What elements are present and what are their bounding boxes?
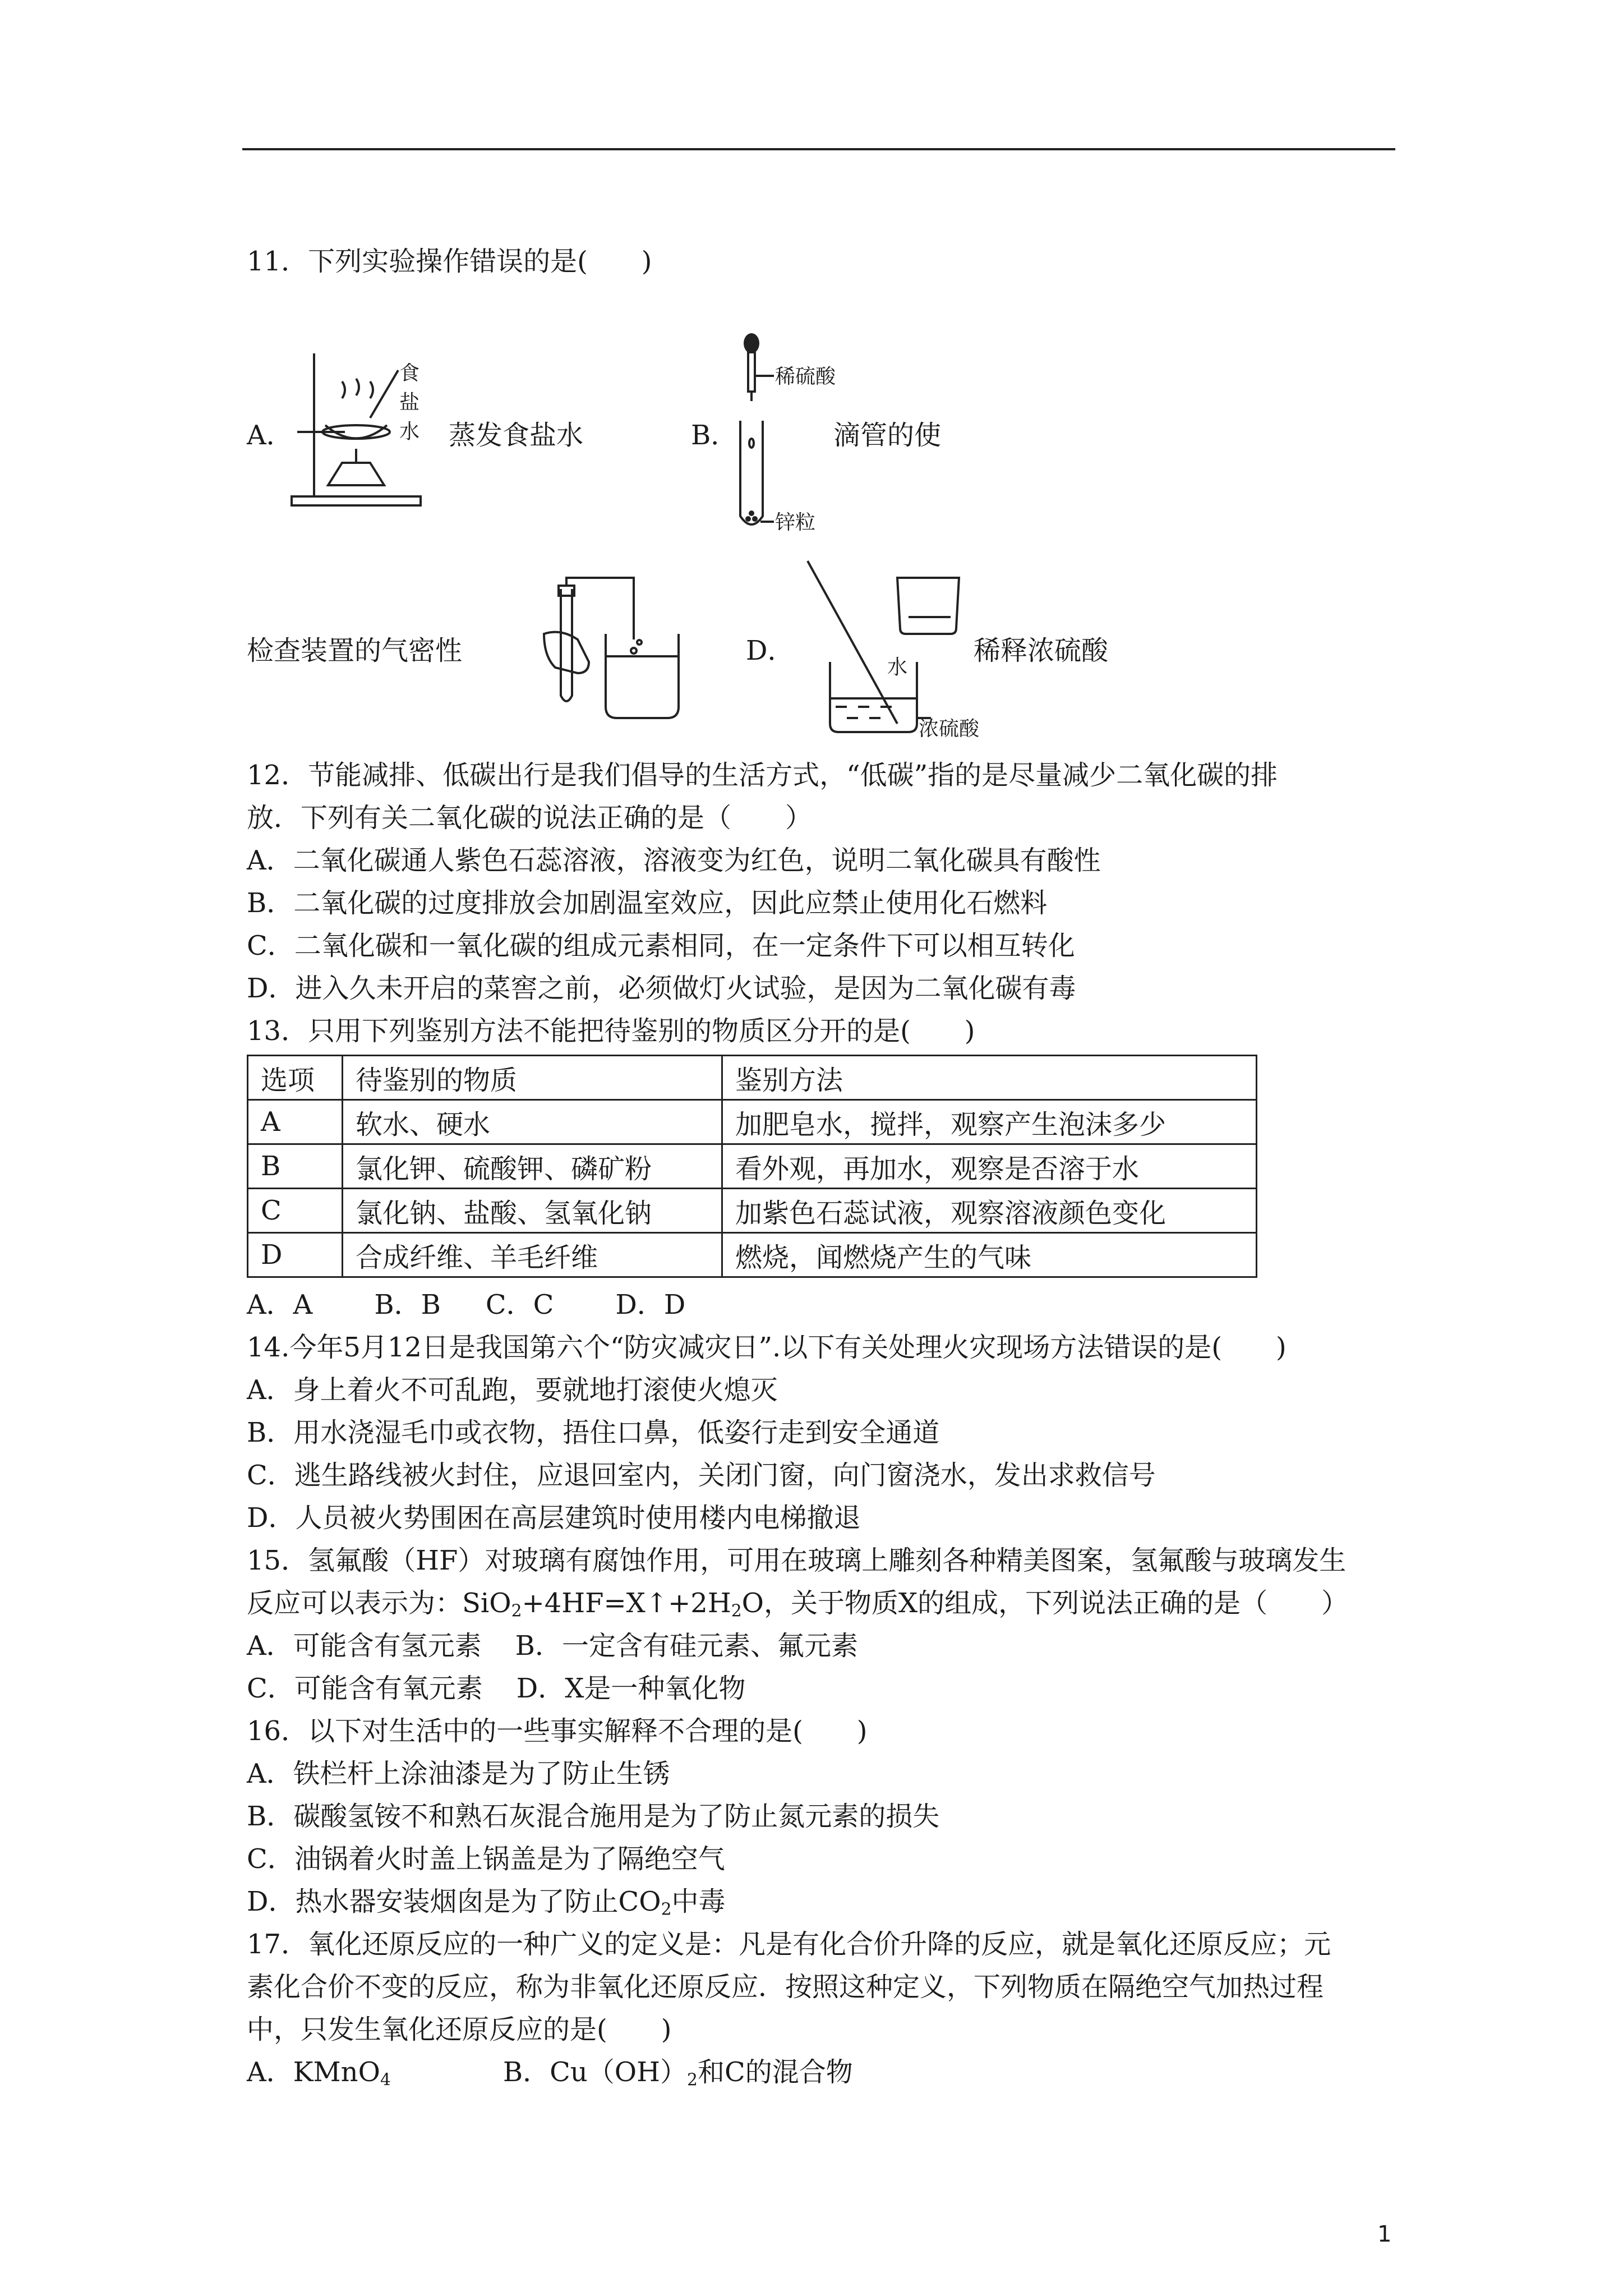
dilute-sulfuric-acid-label: 稀硫酸: [775, 365, 836, 388]
q15-option-d: D．X是一种氧化物: [516, 1673, 746, 1704]
q13-answers: [247, 1288, 685, 1322]
page-number: 1: [1377, 2221, 1392, 2247]
q17-option-b: B．$Cu(OH)_2$和C的混合物: [502, 2056, 853, 2090]
table-row: [248, 1189, 1257, 1233]
q13-answer-a: A．A: [247, 1289, 313, 1320]
table-cell: 加肥皂水，搅拌，观察产生泡沫多少: [722, 1100, 1257, 1144]
q16-option-a: A．铁栏杆上涂油漆是为了防止生锈: [247, 1758, 670, 1789]
q16-option-c: C．油锅着火时盖上锅盖是为了隔绝空气: [247, 1843, 725, 1875]
table-cell: A: [248, 1100, 343, 1144]
q17-option-a: A．KMnO$_4$: [247, 2056, 391, 2090]
q13-table: [247, 1055, 1257, 1278]
salt-water-label: 食盐水: [399, 362, 420, 443]
q11-option-b-text: 滴管的使: [833, 420, 942, 451]
table-header-cell: 选项: [248, 1056, 343, 1100]
q12-option-d: D．进入久未开启的菜窖之前，必须做灯火试验，是因为二氧化碳有毒: [247, 973, 1076, 1004]
table-row: [248, 1144, 1257, 1189]
q12-stem-line1: 12．节能减排、低碳出行是我们倡导的生活方式，“低碳”指的是尽量减少二氧化碳的排: [247, 760, 1278, 791]
table-cell: 看外观，再加水，观察是否溶于水: [722, 1144, 1257, 1189]
q17-options: [247, 2055, 853, 2089]
q11-option-d-text: 稀释浓硫酸: [974, 635, 1109, 666]
q11-option-a-letter: A．: [247, 420, 293, 451]
table-cell: 软水、硬水: [343, 1100, 722, 1144]
q11-option-b-letter: B．: [691, 420, 738, 451]
table-cell: C: [248, 1189, 343, 1233]
q14-option-b: B．用水浇湿毛巾或衣物，捂住口鼻，低姿行走到安全通道: [247, 1417, 940, 1448]
table-cell: 氯化钠、盐酸、氢氧化钠: [343, 1189, 722, 1233]
table-cell: D: [248, 1233, 343, 1277]
q15-stem-line1: 15．氢氟酸（HF）对玻璃有腐蚀作用，可用在玻璃上雕刻各种精美图案，氢氟酸与玻璃发生: [247, 1545, 1347, 1576]
table-row: [248, 1100, 1257, 1144]
q12-option-b: B．二氧化碳的过度排放会加剧温室效应，因此应禁止使用化石燃料: [247, 887, 1048, 919]
q17-stem-line3: 中，只发生氧化还原反应的是( ): [247, 2014, 672, 2045]
q11-stem: 11．下列实验操作错误的是( ): [247, 246, 652, 277]
q15-option-b: B．一定含有硅元素、氟元素: [515, 1630, 858, 1662]
q15-stem-line2: 反应可以表示为：$SiO_2+4HF=X↑+2H_2O$，关于物质X的组成，下列说法正确的是（ ）: [247, 1588, 1349, 1621]
q14-option-d: D．人员被火势围困在高层建筑时使用楼内电梯撤退: [247, 1502, 861, 1534]
q15-options-row2: [247, 1672, 745, 1705]
q15-option-a: A．可能含有氢元素: [247, 1630, 482, 1662]
q11-option-d-letter: D．: [746, 635, 795, 666]
q14-option-a: A．身上着火不可乱跑，要就地打滚使火熄灭: [247, 1374, 778, 1406]
q11-option-a-text: 蒸发食盐水: [449, 420, 584, 451]
q15-options-row1: [247, 1629, 858, 1663]
table-cell: B: [248, 1144, 343, 1189]
table-cell: 燃烧，闻燃烧产生的气味: [722, 1233, 1257, 1277]
header-rule: [242, 148, 1395, 150]
q17-stem-line2: 素化合价不变的反应，称为非氧化还原反应．按照这种定义，下列物质在隔绝空气加热过程: [247, 1971, 1324, 2003]
water-label: 水: [887, 656, 908, 679]
q13-answer-d: D．D: [615, 1289, 686, 1320]
table-cell: 氯化钾、硫酸钾、磷矿粉: [343, 1144, 722, 1189]
q16-option-b: B．碳酸氢铵不和熟石灰混合施用是为了防止氮元素的损失: [247, 1801, 940, 1832]
q11-option-c-text: 检查装置的气密性: [247, 635, 463, 666]
q16-option-d: D．热水器安装烟囱是为了防止$CO_2$中毒: [247, 1886, 726, 1920]
table-cell: 加紫色石蕊试液，观察溶液颜色变化: [722, 1189, 1257, 1233]
table-header-cell: 鉴别方法: [722, 1056, 1257, 1100]
table-cell: 合成纤维、羊毛纤维: [343, 1233, 722, 1277]
airtightness-check-apparatus-icon: [527, 572, 712, 729]
q12-option-c: C．二氧化碳和一氧化碳的组成元素相同，在一定条件下可以相互转化: [247, 930, 1075, 961]
q12-stem-line2: 放．下列有关二氧化碳的说法正确的是（ ）: [247, 802, 813, 834]
q16-stem: 16．以下对生活中的一些事实解释不合理的是( ): [247, 1715, 868, 1747]
q14-stem: 14.今年5月12日是我国第六个“防灾减灾日”.以下有关处理火灾现场方法错误的是( ): [247, 1332, 1287, 1363]
q12-option-a: A．二氧化碳通人紫色石蕊溶液，溶液变为红色，说明二氧化碳具有酸性: [247, 845, 1101, 876]
q13-stem: 13．只用下列鉴别方法不能把待鉴别的物质区分开的是( ): [247, 1015, 975, 1047]
table-row: [248, 1233, 1257, 1277]
q13-answer-b: B．B: [374, 1289, 441, 1320]
q15-option-c: C．可能含有氧元素: [247, 1673, 483, 1704]
table-header-cell: 待鉴别的物质: [343, 1056, 722, 1100]
table-header-row: [248, 1056, 1257, 1100]
zinc-granules-label: 锌粒: [775, 511, 816, 534]
q17-stem-line1: 17．氧化还原反应的一种广义的定义是：凡是有化合价升降的反应，就是氧化还原反应；元: [247, 1929, 1331, 1960]
concentrated-sulfuric-acid-label: 浓硫酸: [919, 717, 980, 740]
q13-answer-c: C．C: [485, 1289, 554, 1320]
q14-option-c: C．逃生路线被火封住，应退回室内，关闭门窗，向门窗浇水，发出求救信号: [247, 1460, 1156, 1491]
